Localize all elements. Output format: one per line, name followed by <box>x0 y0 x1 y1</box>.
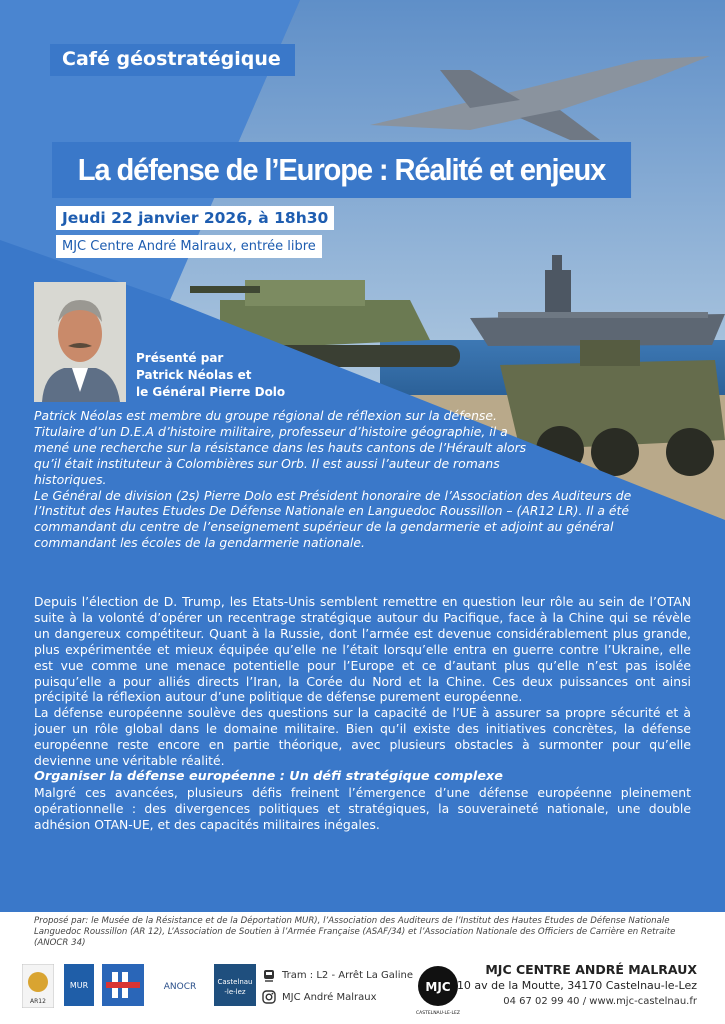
main-text <box>34 594 691 833</box>
section-subtitle: Organiser la défense européenne : Un défi stratégique complexe <box>34 768 503 784</box>
tram-info <box>262 968 413 982</box>
speaker-bios <box>34 408 684 551</box>
event-venue: MJC Centre André Malraux, entrée libre <box>56 235 322 258</box>
mjc-logo-text: MJC <box>425 980 451 994</box>
instagram-text[interactable]: MJC André Malraux <box>282 991 377 1003</box>
instagram-info <box>262 990 377 1004</box>
bio-paragraph-1: Patrick Néolas est membre du groupe régional de réflexion sur la défense. Titulaire d’un D.E.A d’histoire militaire, professeur d’histoire géographie, il a mené une recherche sur la résistance dans les hauts cantons de l’Hérault alors qu’il était instituteur à Colombières sur Orb. Il est aussi l’auteur de romans historiques. <box>34 408 527 487</box>
mjc-logo-caption: CASTELNAU-LE-LEZ <box>416 1011 460 1016</box>
presenter-line-3: le Général Pierre Dolo <box>136 385 286 399</box>
speaker-portrait <box>34 282 126 402</box>
presenter-line-2: Patrick Néolas et <box>136 368 252 382</box>
body-paragraph-2: La défense européenne soulève des questions sur la capacité de l’UE à assurer sa propre sécurité et à jouer un rôle global dans le domaine militaire. Bien qu’il existe des initiatives concrètes, la défense européenne reste encore en partie théorique, avec plusieurs obstacles à surmonter pour qu’elle devienne une véritable réalité. <box>34 705 691 769</box>
mjc-address: 10 av de la Moutte, 34170 Castelnau-le-Lez <box>456 979 697 992</box>
portrait-image <box>34 282 126 402</box>
mjc-name: MJC CENTRE ANDRÉ MALRAUX <box>485 962 697 977</box>
castelnau-logo <box>214 964 256 1006</box>
presenter-line-1: Présenté par <box>136 351 224 365</box>
castelnau-logo-text-2: -le-lez <box>224 988 246 996</box>
anocr-logo-text: ANOCR <box>163 982 197 992</box>
organizers-credits: Proposé par: le Musée de la Résistance et de la Déportation MUR), l’Association des Auditeurs de l’Institut des Hautes Etudes de Défense Nationale Languedoc Roussillon (AR 12), L’Association de Soutien à l’Armée Française (ASAF/34) et l’Association Nationale des Officiers de Carrière en Retraite (ANOCR 34) <box>34 916 676 949</box>
mur-logo-text: MUR <box>69 981 89 990</box>
ar12-logo <box>22 964 54 1008</box>
body-paragraph-1: Depuis l’élection de D. Trump, les Etats-Unis semblent remettre en question leur rôle au sein de l’OTAN suite à la volonté d’opérer un recentrage stratégique autour du Pacifique, face à la Chine qui se révèle un dangereux compétiteur. Quant à la Russie, dont l’armée est devenue considérablement plus grande, plus expérimentée et mieux équipée qu’elle ne l’était lorsqu’elle entra en guerre contre l’Ukraine, elle est vue comme une menace potentielle pour l’Europe et ce d’autant plus qu’elle n’est pas isolée puisqu’elle a pour alliés directs l’Iran, la Corée du Nord et la Chine. Ces deux puissances ont ainsi précipité la réflexion autour d’une politique de défense purement européenne. <box>34 594 691 705</box>
asaf-logo <box>102 964 144 1006</box>
mur-logo <box>64 964 94 1006</box>
tram-icon <box>262 968 276 982</box>
bio-paragraph-2: Le Général de division (2s) Pierre Dolo est Président honoraire de l’Association des Auditeurs de l’Institut des Hautes Etudes De Défense Nationale en Languedoc Roussillon – (AR12 LR). Il a été commandant du centre de l’enseignement supérieur de la gendarmerie et adjoint au général commandant les écoles de la gendarmerie nationale. <box>34 487 632 551</box>
instagram-icon <box>262 990 276 1004</box>
mjc-contact[interactable]: 04 67 02 99 40 / www.mjc-castelnau.fr <box>503 996 697 1007</box>
presenter-block <box>136 350 285 401</box>
castelnau-logo-text-1: Castelnau <box>217 978 253 986</box>
anocr-logo <box>150 972 210 1002</box>
ar12-logo-text: AR12 <box>30 998 46 1005</box>
event-series-label: Café géostratégique <box>50 44 295 76</box>
page-title: La défense de l’Europe : Réalité et enjeux <box>52 142 631 198</box>
tram-text: Tram : L2 - Arrêt La Galine <box>282 969 413 981</box>
event-date: Jeudi 22 janvier 2026, à 18h30 <box>56 206 334 230</box>
body-paragraph-3: Malgré ces avancées, plusieurs défis freinent l’émergence d’une défense européenne pleinement opérationnelle : des divergences politiques et stratégiques, la souveraineté nationale, une double adhésion OTAN-UE, et des capacités militaires inégales. <box>34 784 691 832</box>
